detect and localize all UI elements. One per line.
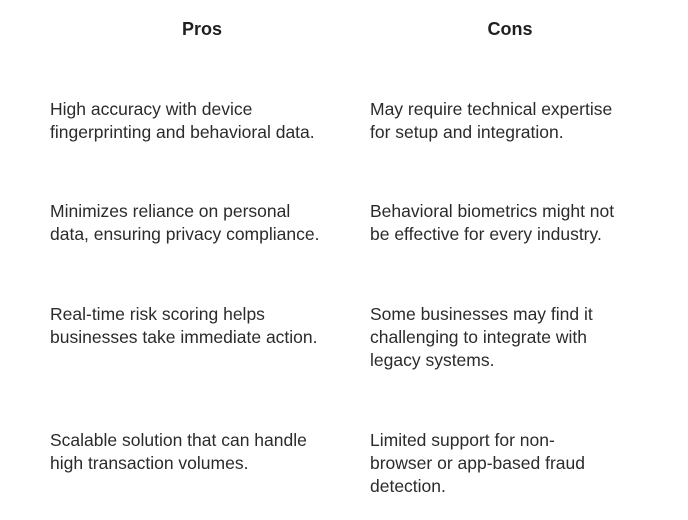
pro-item: Scalable solution that can handle high transaction volumes.	[50, 430, 307, 473]
con-item: Limited support for non- browser or app-based fraud detection.	[370, 430, 585, 496]
pro-item: High accuracy with device fingerprinting and behavioral data.	[50, 99, 315, 142]
con-item: Some businesses may find it challenging to integrate with legacy systems.	[370, 304, 593, 370]
pros-header: Pros	[181, 19, 223, 39]
con-item: Behavioral biometrics might not be effective for every industry.	[370, 201, 615, 244]
cons-header: Cons	[487, 19, 533, 39]
pro-item: Real-time risk scoring helps businesses take immediate action.	[50, 304, 318, 347]
con-item: May require technical expertise for setup and integration.	[370, 99, 613, 142]
pro-item: Minimizes reliance on personal data, ensuring privacy compliance.	[50, 201, 320, 244]
